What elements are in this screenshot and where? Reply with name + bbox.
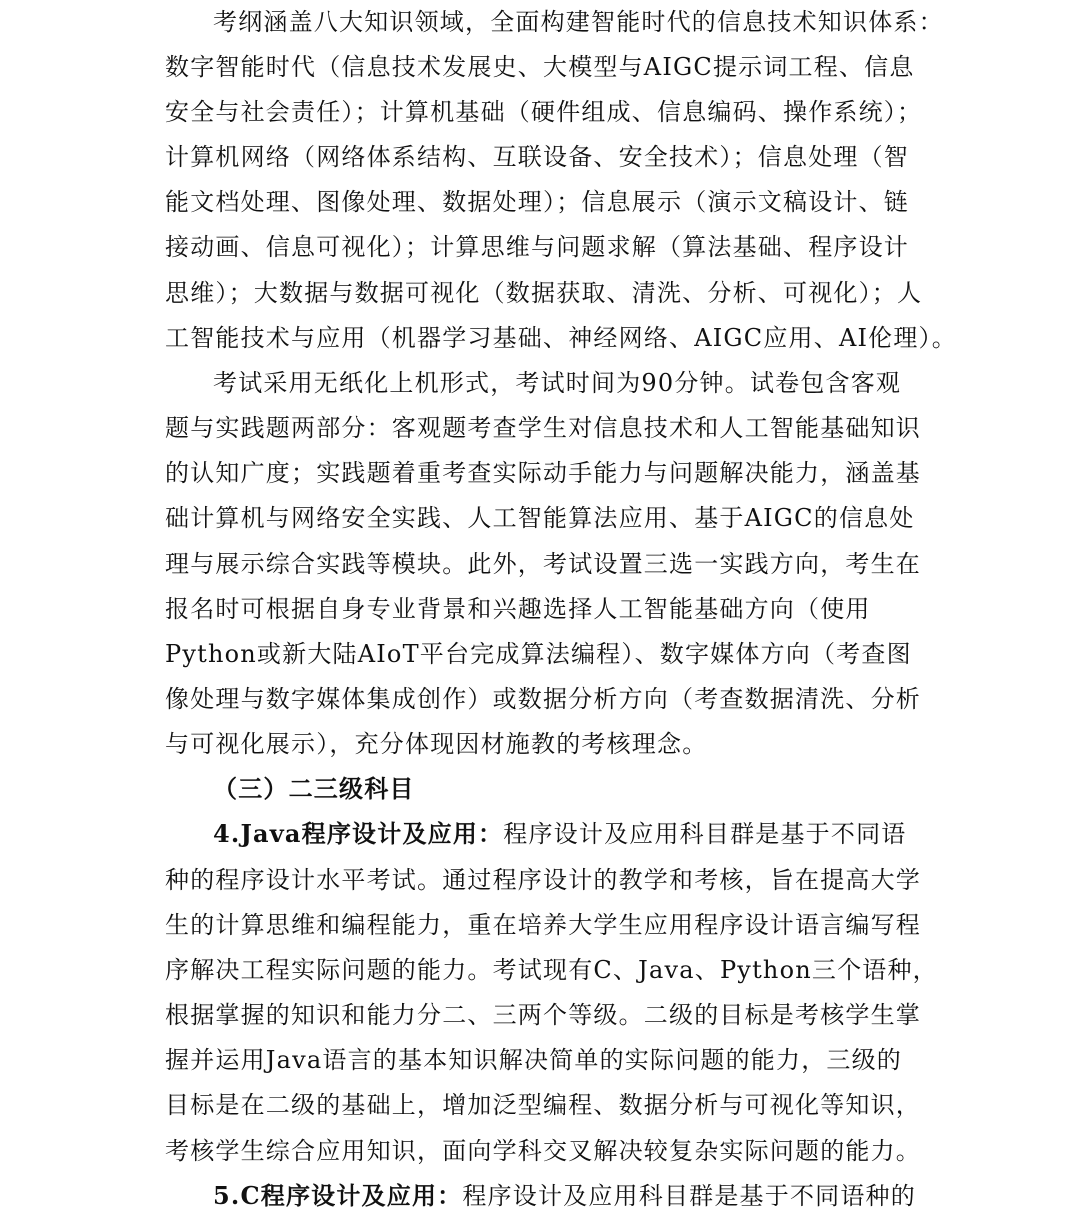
- paragraph-line: 能文档处理、图像处理、数据处理）；信息展示（演示文稿设计、链: [165, 188, 909, 216]
- paragraph-line: 工智能技术与应用（机器学习基础、神经网络、AIGC应用、AI伦理）。: [165, 324, 957, 352]
- paragraph-line: 安全与社会责任）；计算机基础（硬件组成、信息编码、操作系统）；: [165, 98, 923, 126]
- paragraph-line: 考核学生综合应用知识，面向学科交叉解决较复杂实际问题的能力。: [165, 1137, 921, 1165]
- paragraph-line: 题与实践题两部分：客观题考查学生对信息技术和人工智能基础知识: [165, 414, 921, 442]
- paragraph-line: 考试采用无纸化上机形式，考试时间为90分钟。试卷包含客观: [213, 369, 902, 397]
- paragraph-line: 目标是在二级的基础上，增加泛型编程、数据分析与可视化等知识，: [165, 1091, 921, 1119]
- paragraph-line: 理与展示综合实践等模块。此外，考试设置三选一实践方向，考生在: [165, 550, 921, 578]
- paragraph-line: 数字智能时代（信息技术发展史、大模型与AIGC提示词工程、信息: [165, 53, 915, 81]
- paragraph-text: 程序设计及应用科目群是基于不同语种的: [462, 1182, 916, 1210]
- paragraph-line: 计算机网络（网络体系结构、互联设备、安全技术）；信息处理（智: [165, 143, 909, 171]
- paragraph-line: Python或新大陆AIoT平台完成算法编程）、数字媒体方向（考查图: [165, 640, 912, 668]
- paragraph-line: 序解决工程实际问题的能力。考试现有C、Java、Python三个语种，: [165, 956, 938, 984]
- paragraph-line: 的认知广度；实践题着重考查实际动手能力与问题解决能力，涵盖基: [165, 459, 921, 487]
- paragraph-line: [165, 812, 973, 856]
- paragraph-line: 础计算机与网络安全实践、人工智能算法应用、基于AIGC的信息处: [165, 504, 915, 532]
- paragraph-line: 思维）；大数据与数据可视化（数据获取、清洗、分析、可视化）；人: [165, 279, 923, 307]
- paragraph-line: 报名时可根据自身专业背景和兴趣选择人工智能基础方向（使用: [165, 595, 871, 623]
- paragraph-line: 接动画、信息可视化）；计算思维与问题求解（算法基础、程序设计: [165, 233, 909, 261]
- paragraph-line: [165, 1174, 973, 1218]
- paragraph-line: 握并运用Java语言的基本知识解决简单的实际问题的能力，三级的: [165, 1046, 902, 1074]
- subject-title: 5.C程序设计及应用：: [213, 1181, 463, 1210]
- paragraph-line: 种的程序设计水平考试。通过程序设计的教学和考核，旨在提高大学: [165, 866, 921, 894]
- paragraph-line: 根据掌握的知识和能力分二、三两个等级。二级的目标是考核学生掌: [165, 1001, 921, 1029]
- paragraph-line: 像处理与数字媒体集成创作）或数据分析方向（考查数据清洗、分析: [165, 685, 921, 713]
- paragraph-line: 考纲涵盖八大知识领域，全面构建智能时代的信息技术知识体系：: [213, 8, 944, 36]
- paragraph-line: 与可视化展示），充分体现因材施教的考核理念。: [165, 730, 708, 758]
- paragraph-text: 程序设计及应用科目群是基于不同语: [503, 820, 907, 848]
- paragraph-line: 生的计算思维和编程能力，重在培养大学生应用程序设计语言编写程: [165, 911, 921, 939]
- section-heading: （三）二三级科目: [213, 774, 415, 803]
- subject-title: 4.Java程序设计及应用：: [213, 819, 504, 848]
